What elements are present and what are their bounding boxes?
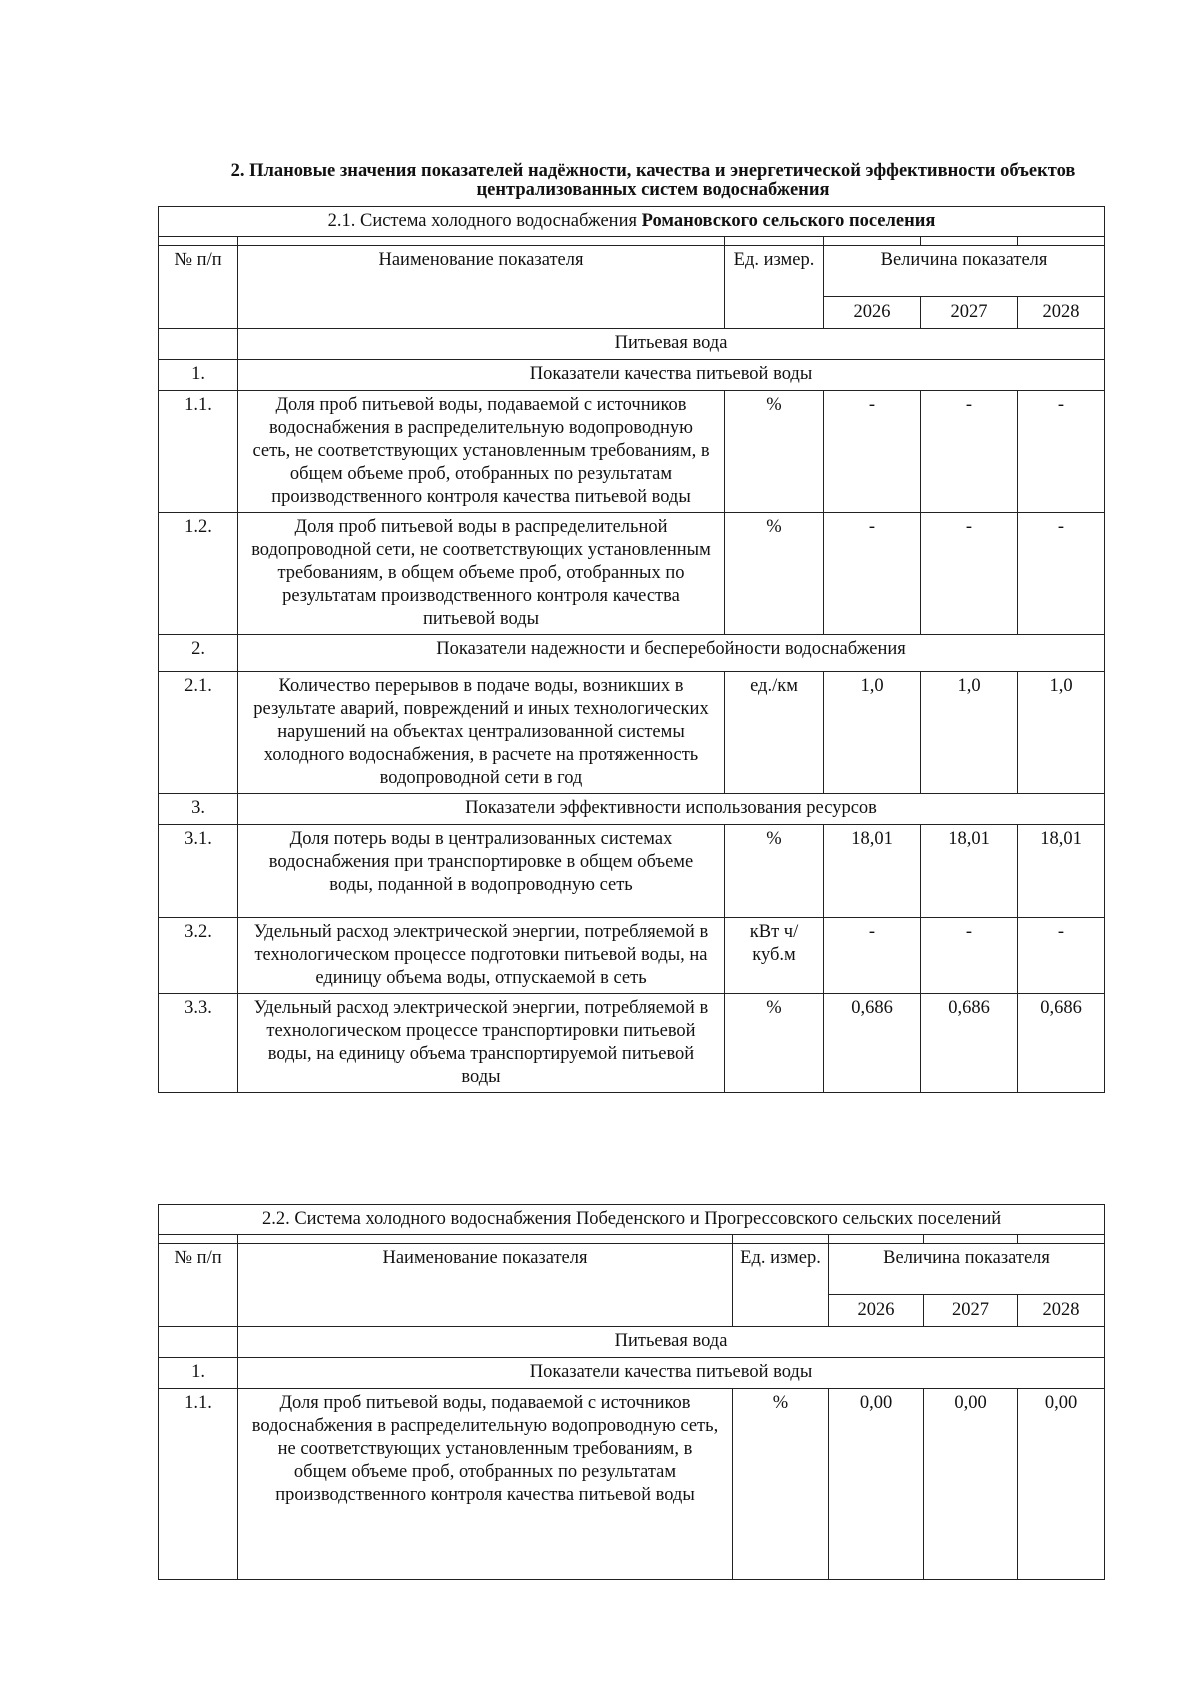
row-value-2026: - <box>824 918 921 994</box>
header-name: Наименование показателя <box>238 1244 733 1327</box>
table-row <box>159 918 1105 994</box>
row-value-2026: - <box>824 513 921 635</box>
section-title: Показатели качества питьевой воды <box>238 1358 1105 1389</box>
row-value-2027: 18,01 <box>921 825 1018 918</box>
header-num: № п/п <box>159 246 238 329</box>
header-value: Величина показателя <box>829 1244 1105 1295</box>
header-value: Величина показателя <box>824 246 1105 297</box>
header-year: 2027 <box>924 1295 1018 1327</box>
section-num: 1. <box>159 360 238 391</box>
table-row <box>159 825 1105 918</box>
section-title: Показатели надежности и бесперебойности водоснабжения <box>238 635 1105 672</box>
row-unit: % <box>725 391 824 513</box>
header-num: № п/п <box>159 1244 238 1327</box>
table-row <box>159 1389 1105 1580</box>
row-value-2027: - <box>921 391 1018 513</box>
document-heading <box>178 162 1128 200</box>
section-num: 1. <box>159 1358 238 1389</box>
section-row <box>159 360 1105 391</box>
row-unit: % <box>733 1389 829 1580</box>
row-unit: кВт ч/куб.м <box>725 918 824 994</box>
section-title: Показатели эффективности использования ресурсов <box>238 794 1105 825</box>
row-value-2028: - <box>1018 391 1105 513</box>
table-row <box>159 513 1105 635</box>
header-year: 2027 <box>921 297 1018 329</box>
row-value-2026: 1,0 <box>824 672 921 794</box>
table-title-row <box>159 1205 1105 1235</box>
row-value-2027: 0,00 <box>924 1389 1018 1580</box>
row-value-2028: - <box>1018 918 1105 994</box>
row-unit: % <box>725 513 824 635</box>
water-label: Питьевая вода <box>238 329 1105 360</box>
row-value-2026: 18,01 <box>824 825 921 918</box>
header-name: Наименование показателя <box>238 246 725 329</box>
row-name: Удельный расход электрической энергии, потребляемой в технологическом процессе подготовки питьевой воды, на единицу объема воды, отпускаемой в сеть <box>238 918 725 994</box>
row-value-2028: 0,00 <box>1018 1389 1105 1580</box>
row-value-2028: 1,0 <box>1018 672 1105 794</box>
row-name: Удельный расход электрической энергии, потребляемой в технологическом процессе транспортировки питьевой воды, на единицу объема транспортируемой питьевой воды <box>238 994 725 1093</box>
table-spacer-row <box>159 237 1105 246</box>
table-row <box>159 672 1105 794</box>
table-title-bold: Романовского сельского поселения <box>641 211 936 231</box>
table-title-row <box>159 207 1105 237</box>
row-name: Доля проб питьевой воды, подаваемой с источников водоснабжения в распределительную водопроводную сеть, не соответствующих установленным требованиям, в общем объеме проб, отобранных по результатам производственного контроля качества питьевой воды <box>238 391 725 513</box>
row-num: 3.3. <box>159 994 238 1093</box>
table-row <box>159 391 1105 513</box>
row-num: 1.1. <box>159 1389 238 1580</box>
heading-line-1: 2. Плановые значения показателей надёжности, качества и энергетической эффективности объектов <box>230 161 1076 181</box>
section-num: 3. <box>159 794 238 825</box>
row-value-2028: - <box>1018 513 1105 635</box>
water-row <box>159 329 1105 360</box>
water-row <box>159 1327 1105 1358</box>
row-num: 2.1. <box>159 672 238 794</box>
section-row <box>159 794 1105 825</box>
table-title-prefix: 2.1. Система холодного водоснабжения <box>327 211 642 231</box>
row-num: 1.2. <box>159 513 238 635</box>
row-name: Доля проб питьевой воды в распределительной водопроводной сети, не соответствующих установленным требованиям, в общем объеме проб, отобранных по результатам производственного контроля качества питьевой воды <box>238 513 725 635</box>
row-value-2027: - <box>921 918 1018 994</box>
header-row <box>159 1244 1105 1295</box>
row-name: Доля проб питьевой воды, подаваемой с источников водоснабжения в распределительную водопроводную сеть, не соответствующих установленным требованиям, в общем объеме проб, отобранных по результатам производственного контроля качества питьевой воды <box>238 1389 733 1580</box>
table-row <box>159 994 1105 1093</box>
row-num: 3.2. <box>159 918 238 994</box>
section-num: 2. <box>159 635 238 672</box>
section-row <box>159 1358 1105 1389</box>
row-value-2026: - <box>824 391 921 513</box>
row-name: Доля потерь воды в централизованных системах водоснабжения при транспортировке в общем объеме воды, поданной в водопроводную сеть <box>238 825 725 918</box>
row-num: 3.1. <box>159 825 238 918</box>
row-value-2027: 1,0 <box>921 672 1018 794</box>
row-unit: % <box>725 825 824 918</box>
header-year: 2028 <box>1018 297 1105 329</box>
section-title: Показатели качества питьевой воды <box>238 360 1105 391</box>
header-unit: Ед. измер. <box>733 1244 829 1327</box>
row-value-2027: - <box>921 513 1018 635</box>
indicators-table-romanovsky <box>158 206 1105 1093</box>
row-value-2026: 0,00 <box>829 1389 924 1580</box>
water-label: Питьевая вода <box>238 1327 1105 1358</box>
row-value-2026: 0,686 <box>824 994 921 1093</box>
row-unit: ед./км <box>725 672 824 794</box>
row-num: 1.1. <box>159 391 238 513</box>
row-value-2028: 18,01 <box>1018 825 1105 918</box>
header-year: 2026 <box>824 297 921 329</box>
indicators-table-pobedensky <box>158 1204 1105 1580</box>
row-value-2027: 0,686 <box>921 994 1018 1093</box>
heading-line-2: централизованных систем водоснабжения <box>476 180 830 200</box>
row-name: Количество перерывов в подаче воды, возникших в результате аварий, повреждений и иных технологических нарушений на объектах централизованной системы холодного водоснабжения, в расчете на протяженность водопроводной сети в год <box>238 672 725 794</box>
table-title: 2.2. Система холодного водоснабжения Победенского и Прогрессовского сельских поселений <box>159 1205 1105 1235</box>
row-unit: % <box>725 994 824 1093</box>
row-value-2028: 0,686 <box>1018 994 1105 1093</box>
table-title <box>159 207 1105 237</box>
table-spacer-row <box>159 1235 1105 1244</box>
section-row <box>159 635 1105 672</box>
header-year: 2026 <box>829 1295 924 1327</box>
header-row <box>159 246 1105 297</box>
header-unit: Ед. измер. <box>725 246 824 329</box>
header-year: 2028 <box>1018 1295 1105 1327</box>
